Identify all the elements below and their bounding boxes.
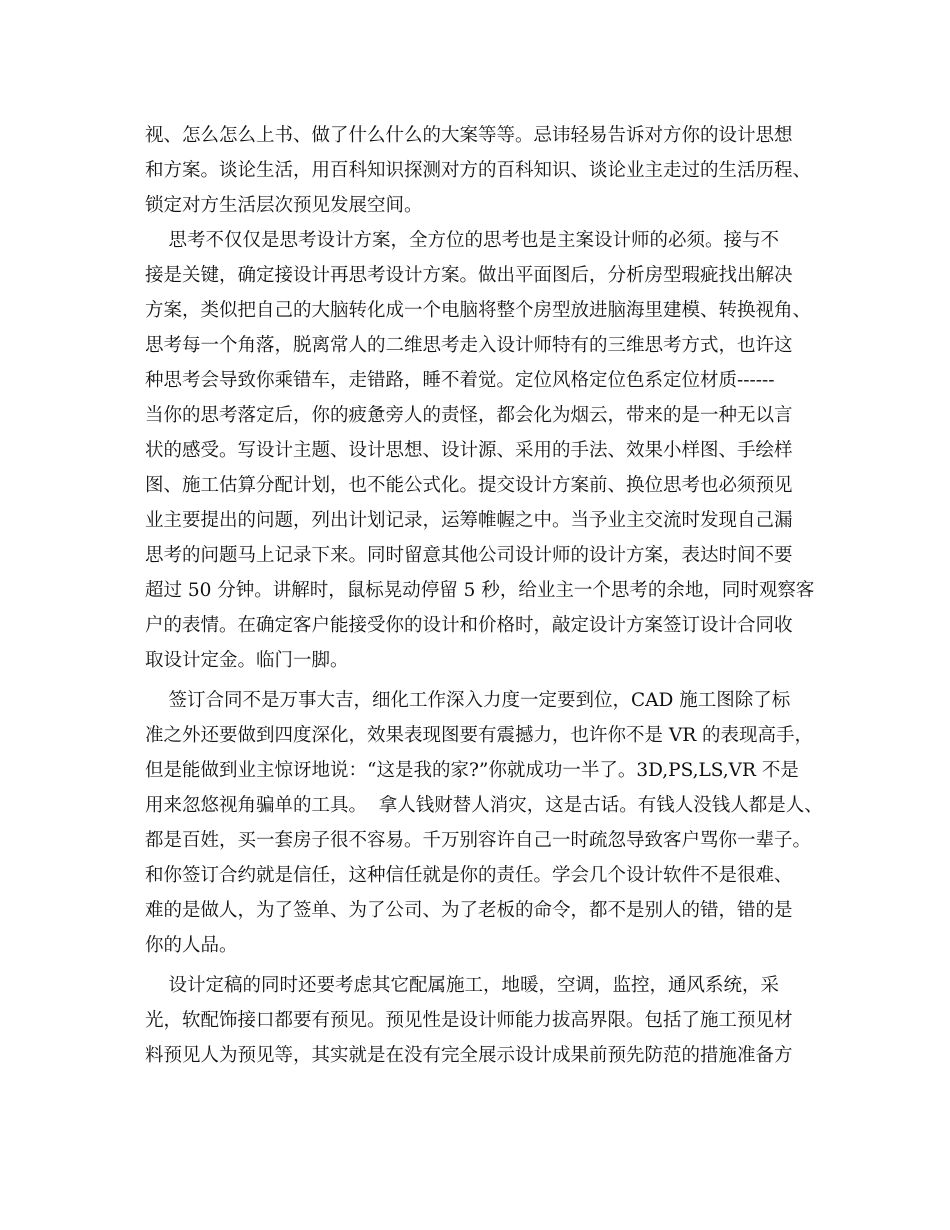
text-line: 种思考会导致你乘错车，走错路，睡不着觉。定位风格定位色系定位材质------ <box>145 370 775 391</box>
text-line: 光，软配饰接口都要有预见。预见性是设计师能力拔高界限。包括了施工预见材 <box>145 1010 793 1031</box>
text-line: 思考每一个角落，脱离常人的二维思考走入设计师特有的三维思考方式，也许这 <box>145 335 793 356</box>
text-line: 锁定对方生活层次预见发展空间。 <box>145 195 423 216</box>
text-line: 用来忽悠视角骗单的工具。 拿人钱财替人消灾，这是古话。有钱人没钱人都是人、 <box>145 795 823 816</box>
text-line: 但是能做到业主惊讶地说：“这是我的家?”你就成功一半了。3D,PS,LS,VR 不是 <box>145 760 799 781</box>
document-body <box>145 118 825 1073</box>
text-line: 准之外还要做到四度深化，效果表现图要有震撼力，也许你不是 VR 的表现高手， <box>145 725 814 746</box>
text-line: 料预见人为预见等，其实就是在没有完全展示设计成果前预先防范的措施准备方 <box>145 1045 793 1066</box>
paragraph-3 <box>145 683 825 963</box>
text-line: 接是关键，确定接设计再思考设计方案。做出平面图后，分析房型瑕疵找出解决 <box>145 265 793 286</box>
text-line: 超过 50 分钟。讲解时，鼠标晃动停留 5 秒，给业主一个思考的余地，同时观察客 <box>145 580 815 601</box>
text-line: 和方案。谈论生活，用百科知识探测对方的百科知识、谈论业主走过的生活历程、 <box>145 160 812 181</box>
paragraph-1 <box>145 118 825 223</box>
text-line: 都是百姓，买一套房子很不容易。千万别容许自己一时疏忽导致客户骂你一辈子。 <box>145 830 812 851</box>
text-line: 方案，类似把自己的大脑转化成一个电脑将整个房型放进脑海里建模、转换视角、 <box>145 300 812 321</box>
text-line: 你的人品。 <box>145 935 238 956</box>
text-line: 户的表情。在确定客户能接受你的设计和价格时，敲定设计方案签订设计合同收 <box>145 615 793 636</box>
text-line: 思考的问题马上记录下来。同时留意其他公司设计师的设计方案，表达时间不要 <box>145 545 793 566</box>
text-line: 和你签订合约就是信任，这种信任就是你的责任。学会几个设计软件不是很难、 <box>145 865 793 886</box>
paragraph-2 <box>145 223 825 678</box>
text-line: 思考不仅仅是思考设计方案，全方位的思考也是主案设计师的必须。接与不 <box>145 230 780 251</box>
text-line: 签订合同不是万事大吉，细化工作深入力度一定要到位，CAD 施工图除了标 <box>145 690 791 711</box>
text-line: 状的感受。写设计主题、设计思想、设计源、采用的手法、效果小样图、手绘样 <box>145 440 793 461</box>
text-line: 业主要提出的问题，列出计划记录，运筹帷幄之中。当予业主交流时发现自己漏 <box>145 510 793 531</box>
text-line: 难的是做人，为了签单、为了公司、为了老板的命令，都不是别人的错，错的是 <box>145 900 793 921</box>
text-line: 图、施工估算分配计划，也不能公式化。提交设计方案前、换位思考也必须预见 <box>145 475 793 496</box>
paragraph-4 <box>145 968 825 1073</box>
text-line: 设计定稿的同时还要考虑其它配属施工，地暖，空调，监控，通风系统，采 <box>145 975 780 996</box>
text-line: 视、怎么怎么上书、做了什么什么的大案等等。忌讳轻易告诉对方你的设计思想 <box>145 125 793 146</box>
text-line: 取设计定金。临门一脚。 <box>145 650 349 671</box>
text-line: 当你的思考落定后，你的疲惫旁人的责怪，都会化为烟云，带来的是一种无以言 <box>145 405 793 426</box>
